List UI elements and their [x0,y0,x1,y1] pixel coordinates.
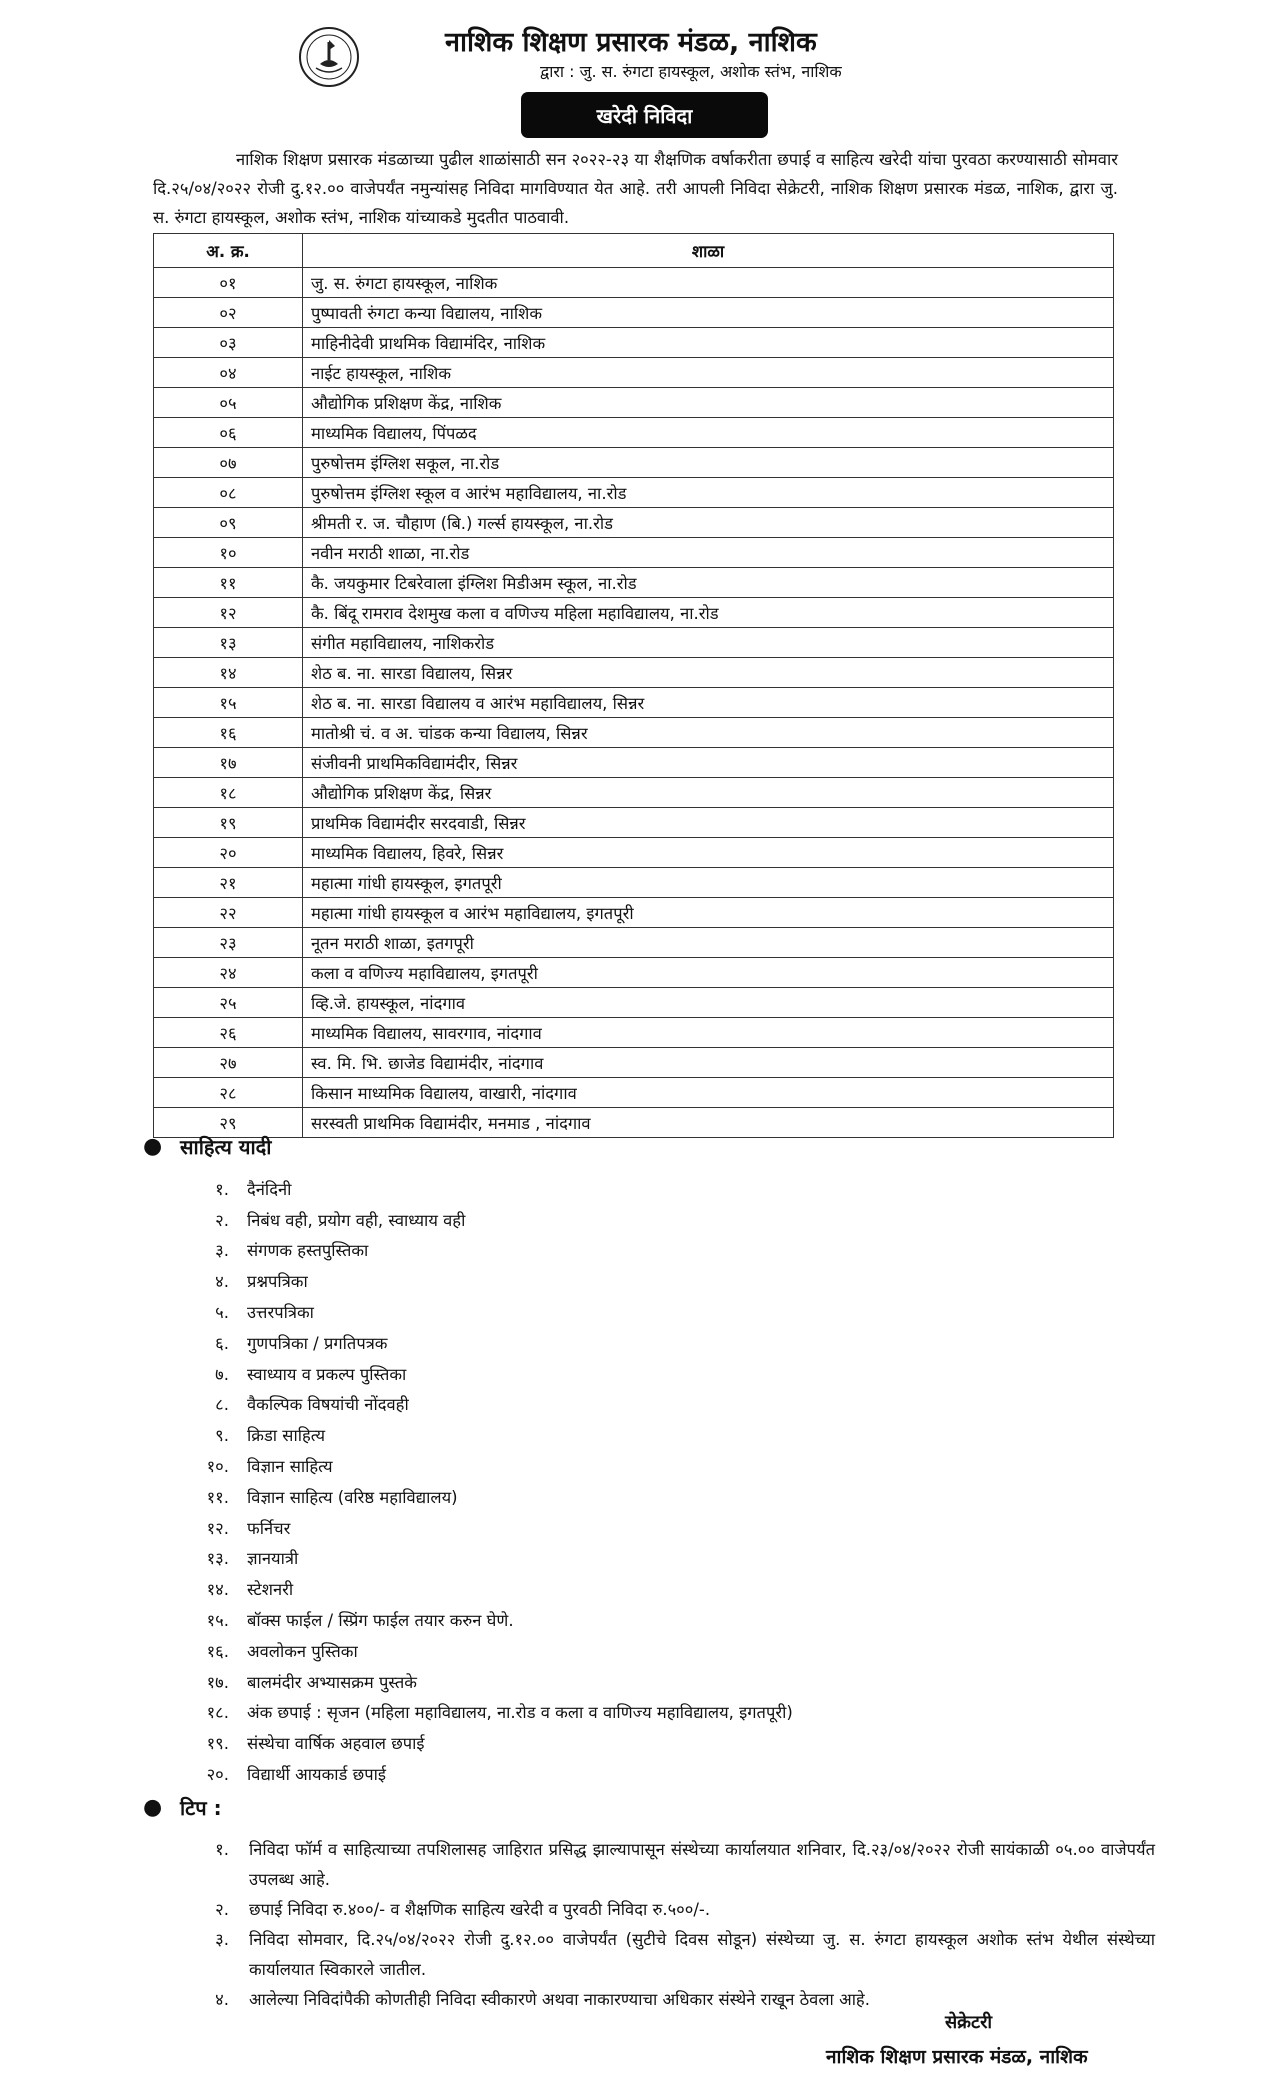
school-name-cell: नाईट हायस्कूल, नाशिक [303,358,1114,388]
materials-list [175,1173,1075,1789]
school-name-cell: कला व वणिज्य महाविद्यालय, इगतपूरी [303,958,1114,988]
list-item-text: संस्थेचा वार्षिक अहवाल छपाई [247,1734,425,1754]
note-number: ३. [215,1930,229,1949]
list-item-text: ज्ञानयात्री [247,1549,299,1569]
table-row [154,838,1114,868]
school-name-cell: श्रीमती र. ज. चौहाण (बि.) गर्ल्स हायस्कूल, ना.रोड [303,508,1114,538]
schools-table [153,233,1114,1138]
school-name-cell: संजीवनी प्राथमिकविद्यामंदीर, सिन्नर [303,748,1114,778]
table-row [154,718,1114,748]
table-row [154,358,1114,388]
list-item-number: १८. [206,1703,229,1723]
table-row [154,808,1114,838]
table-row [154,868,1114,898]
school-name-cell: पुष्पावती रुंगटा कन्या विद्यालय, नाशिक [303,298,1114,328]
list-item-text: गुणपत्रिका / प्रगतिपत्रक [247,1333,388,1353]
serial-number-cell: १५ [154,688,303,718]
list-item-number: १२. [206,1518,229,1538]
column-header-school: शाळा [303,234,1114,268]
list-item-number: १७. [206,1672,229,1692]
note-text: निविदा सोमवार, दि.२५/०४/२०२२ रोजी दु.१२.०० वाजेपर्यंत (सुटीचे दिवस सोडून) संस्थेच्या जु. स. रुंगटा हायस्कूल अशोक स्तंभ येथील संस्थेच्या कार्यालयात स्विकारले जातील. [249,1930,1155,1979]
list-item [175,1419,1075,1450]
school-name-cell: पुरुषोत्तम इंग्लिश स्कूल व आरंभ महाविद्यालय, ना.रोड [303,478,1114,508]
list-item [175,1296,1075,1327]
serial-number-cell: ०४ [154,358,303,388]
school-name-cell: नवीन मराठी शाळा, ना.रोड [303,538,1114,568]
list-item-text: क्रिडा साहित्य [247,1426,326,1446]
serial-number-cell: ०९ [154,508,303,538]
schools-table-body [154,268,1114,1138]
list-item-text: विद्यार्थी आयकार्ड छपाई [247,1765,386,1785]
serial-number-cell: ११ [154,568,303,598]
list-item [175,1697,1075,1728]
school-name-cell: जु. स. रुंगटा हायस्कूल, नाशिक [303,268,1114,298]
serial-number-cell: १८ [154,778,303,808]
list-item [175,1235,1075,1266]
table-header-row [154,234,1114,268]
list-item-number: ६. [215,1333,229,1353]
list-item-text: वैकल्पिक विषयांची नोंदवही [247,1395,409,1415]
list-item-text: संगणक हस्तपुस्तिका [247,1241,369,1261]
list-item [175,1727,1075,1758]
serial-number-cell: १९ [154,808,303,838]
list-item-number: २. [215,1210,229,1230]
serial-number-cell: १४ [154,658,303,688]
table-row [154,748,1114,778]
list-item [175,1604,1075,1635]
note-item [175,1925,1165,1985]
school-name-cell: महात्मा गांधी हायस्कूल, इगतपूरी [303,868,1114,898]
note-text: छपाई निविदा रु.४००/- व शैक्षणिक साहित्य खरेदी व पुरवठी निविदा रु.५००/-. [249,1900,711,1919]
list-item [175,1450,1075,1481]
bullet-icon: ● [143,1134,163,1159]
serial-number-cell: ०७ [154,448,303,478]
list-item [175,1481,1075,1512]
table-row [154,1048,1114,1078]
school-name-cell: पुरुषोत्तम इंग्लिश सकूल, ना.रोड [303,448,1114,478]
list-item-text: अवलोकन पुस्तिका [247,1641,358,1661]
school-name-cell: माध्यमिक विद्यालय, पिंपळद [303,418,1114,448]
table-row [154,298,1114,328]
notes-list [175,1835,1165,2015]
serial-number-cell: ०३ [154,328,303,358]
list-item-number: ५. [215,1303,229,1323]
serial-number-cell: ०५ [154,388,303,418]
list-item-number: १५. [206,1611,229,1631]
school-name-cell: किसान माध्यमिक विद्यालय, वाखारी, नांदगाव [303,1078,1114,1108]
list-item-number: ७. [215,1364,229,1384]
list-item [175,1758,1075,1789]
school-name-cell: नूतन मराठी शाळा, इतगपूरी [303,928,1114,958]
list-item-text: दैनंदिनी [247,1179,292,1199]
list-item-number: १९. [206,1734,229,1754]
list-item-text: उत्तरपत्रिका [247,1303,314,1323]
school-name-cell: शेठ ब. ना. सारडा विद्यालय, सिन्नर [303,658,1114,688]
table-row [154,568,1114,598]
list-item-text: फर्निचर [247,1518,291,1538]
list-item-number: ८. [215,1395,229,1415]
list-item-number: ९. [215,1426,229,1446]
serial-number-cell: १६ [154,718,303,748]
serial-number-cell: ०२ [154,298,303,328]
list-item [175,1204,1075,1235]
serial-number-cell: ०८ [154,478,303,508]
serial-number-cell: २३ [154,928,303,958]
school-name-cell: महात्मा गांधी हायस्कूल व आरंभ महाविद्यालय, इगतपूरी [303,898,1114,928]
school-name-cell: संगीत महाविद्यालय, नाशिकरोड [303,628,1114,658]
list-item [175,1666,1075,1697]
list-item [175,1265,1075,1296]
school-name-cell: माहिनीदेवी प्राथमिक विद्यामंदिर, नाशिक [303,328,1114,358]
school-name-cell: स्व. मि. भि. छाजेड विद्यामंदीर, नांदगाव [303,1048,1114,1078]
list-item-number: ३. [215,1241,229,1261]
school-name-cell: औद्योगिक प्रशिक्षण केंद्र, सिन्नर [303,778,1114,808]
institution-logo [298,26,360,88]
table-row [154,928,1114,958]
list-item [175,1635,1075,1666]
table-row [154,268,1114,298]
materials-heading: साहित्य यादी [180,1135,272,1159]
note-text: आलेल्या निविदांपैकी कोणतीही निविदा स्वीकारणे अथवा नाकारण्याचा अधिकार संस्थेने राखून ठेवला आहे. [249,1990,870,2009]
table-row [154,418,1114,448]
table-row [154,898,1114,928]
serial-number-cell: २७ [154,1048,303,1078]
serial-number-cell: २० [154,838,303,868]
note-item [175,1985,1165,2015]
list-item [175,1358,1075,1389]
intro-paragraph: नाशिक शिक्षण प्रसारक मंडळाच्या पुढील शाळांसाठी सन २०२२-२३ या शैक्षणिक वर्षाकरीता छपाई व साहित्य खरेदी यांचा पुरवठा करण्यासाठी सोमवार दि.२५/०४/२०२२ रोजी दु.१२.०० वाजेपर्यंत नमुन्यांसह निविदा मागविण्यात येत आहे. तरी आपली निविदा सेक्रेटरी, नाशिक शिक्षण प्रसारक मंडळ, नाशिक, द्वारा जु. स. रुंगटा हायस्कूल, अशोक स्तंभ, नाशिक यांच्याकडे मुदतीत पाठवावी. [153,150,1118,227]
signature-designation: सेक्रेटरी [945,2012,993,2033]
serial-number-cell: २२ [154,898,303,928]
list-item-text: स्वाध्याय व प्रकल्प पुस्तिका [247,1364,407,1384]
list-item-number: ४. [215,1272,229,1292]
list-item-number: २०. [206,1765,229,1785]
serial-number-cell: १२ [154,598,303,628]
table-row [154,328,1114,358]
organization-name: नाशिक शिक्षण प्रसारक मंडळ, नाशिक [445,27,817,58]
note-number: ४. [215,1990,229,2009]
note-item [175,1895,1165,1925]
list-item [175,1173,1075,1204]
school-name-cell: व्हि.जे. हायस्कूल, नांदगाव [303,988,1114,1018]
list-item-number: १४. [206,1580,229,1600]
table-row [154,1078,1114,1108]
school-name-cell: सरस्वती प्राथमिक विद्यामंदीर, मनमाड , नांदगाव [303,1108,1114,1138]
school-name-cell: शेठ ब. ना. सारडा विद्यालय व आरंभ महाविद्यालय, सिन्नर [303,688,1114,718]
table-row [154,508,1114,538]
serial-number-cell: २१ [154,868,303,898]
list-item-text: विज्ञान साहित्य (वरिष्ठ महाविद्यालय) [247,1487,458,1507]
note-text: निविदा फॉर्म व साहित्याच्या तपशिलासह जाहिरात प्रसिद्ध झाल्यापासून संस्थेच्या कार्यालयात शनिवार, दि.२३/०४/२०२२ रोजी सायंकाळी ०५.०० वाजेपर्यंत उपलब्ध आहे. [249,1840,1155,1889]
serial-number-cell: १७ [154,748,303,778]
list-item-number: ११. [206,1487,229,1507]
table-row [154,1108,1114,1138]
list-item-number: १६. [206,1641,229,1661]
table-row [154,1018,1114,1048]
organization-address: द्वारा : जु. स. रुंगटा हायस्कूल, अशोक स्तंभ, नाशिक [540,62,842,81]
serial-number-cell: २९ [154,1108,303,1138]
table-row [154,598,1114,628]
list-item [175,1543,1075,1574]
list-item-text: अंक छपाई : सृजन (महिला महाविद्यालय, ना.रोड व कला व वाणिज्य महाविद्यालय, इगतपूरी) [247,1703,793,1723]
list-item-number: १. [215,1179,229,1199]
school-name-cell: मातोश्री चं. व अ. चांडक कन्या विद्यालय, सिन्नर [303,718,1114,748]
table-row [154,388,1114,418]
list-item [175,1512,1075,1543]
table-row [154,478,1114,508]
serial-number-cell: १३ [154,628,303,658]
serial-number-cell: १० [154,538,303,568]
list-item-text: बॉक्स फाईल / स्प्रिंग फाईल तयार करुन घेणे. [247,1611,514,1631]
note-number: २. [215,1900,229,1919]
serial-number-cell: २८ [154,1078,303,1108]
school-name-cell: कै. जयकुमार टिबरेवाला इंग्लिश मिडीअम स्कूल, ना.रोड [303,568,1114,598]
serial-number-cell: २५ [154,988,303,1018]
table-row [154,628,1114,658]
column-header-serial: अ. क्र. [154,234,303,268]
table-row [154,658,1114,688]
serial-number-cell: ०१ [154,268,303,298]
list-item [175,1573,1075,1604]
table-row [154,778,1114,808]
list-item-number: १३. [206,1549,229,1569]
signature-organization: नाशिक शिक्षण प्रसारक मंडळ, नाशिक [826,2046,1088,2068]
list-item-text: प्रश्नपत्रिका [247,1272,308,1292]
table-row [154,538,1114,568]
list-item-text: विज्ञान साहित्य [247,1457,333,1477]
notes-heading: टिप : [180,1796,222,1820]
school-name-cell: माध्यमिक विद्यालय, हिवरे, सिन्नर [303,838,1114,868]
school-name-cell: कै. बिंदू रामराव देशमुख कला व वणिज्य महिला महाविद्यालय, ना.रोड [303,598,1114,628]
bullet-icon: ● [143,1795,163,1820]
notice-title: खरेदी निविदा [521,92,768,138]
list-item-text: स्टेशनरी [247,1580,294,1600]
serial-number-cell: ०६ [154,418,303,448]
note-number: १. [215,1840,229,1859]
table-row [154,958,1114,988]
school-name-cell: माध्यमिक विद्यालय, सावरगाव, नांदगाव [303,1018,1114,1048]
list-item-number: १०. [206,1457,229,1477]
list-item [175,1389,1075,1420]
list-item [175,1327,1075,1358]
school-name-cell: औद्योगिक प्रशिक्षण केंद्र, नाशिक [303,388,1114,418]
school-name-cell: प्राथमिक विद्यामंदीर सरदवाडी, सिन्नर [303,808,1114,838]
serial-number-cell: २४ [154,958,303,988]
serial-number-cell: २६ [154,1018,303,1048]
list-item-text: निबंध वही, प्रयोग वही, स्वाध्याय वही [247,1210,466,1230]
table-row [154,448,1114,478]
table-row [154,688,1114,718]
note-item [175,1835,1165,1895]
list-item-text: बालमंदीर अभ्यासक्रम पुस्तके [247,1672,417,1692]
table-row [154,988,1114,1018]
